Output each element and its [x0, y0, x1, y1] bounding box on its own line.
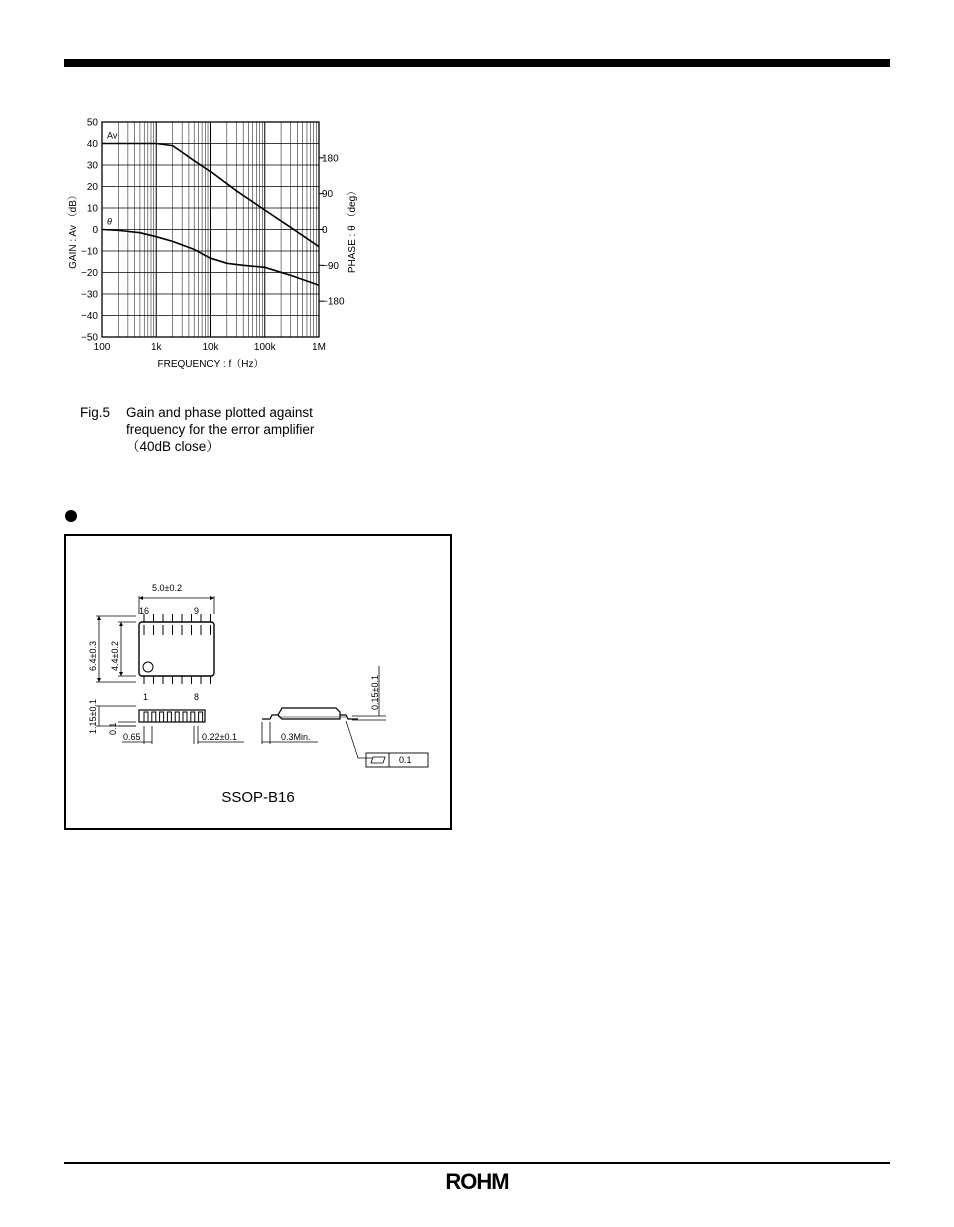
caption-line-2: frequency for the error amplifier [126, 422, 315, 437]
pin1-marker [143, 662, 153, 672]
y-tick-label: −20 [81, 268, 98, 279]
series-label: Av [107, 130, 118, 141]
y-axis-label: GAIN : Av （dB） [68, 190, 79, 269]
y2-tick-label: 180 [322, 153, 339, 165]
y-tick-label: −40 [81, 311, 98, 322]
dim-flatness: 0.1 [399, 755, 412, 765]
dim-lead-min: 0.3Min. [281, 732, 311, 742]
dim-thickness: 1.15±0.1 [88, 699, 98, 734]
package-drawing [66, 536, 450, 828]
y-tick-label: −50 [81, 332, 98, 344]
package-end-view [278, 708, 340, 719]
header-rule [64, 59, 890, 67]
y-tick-label: 20 [86, 182, 98, 193]
package-name: SSOP-B16 [221, 789, 295, 806]
flatness-tolerance-box [366, 753, 428, 767]
x-tick-label: 10k [202, 342, 219, 353]
rohm-logo-text: ROHM [445, 1170, 509, 1192]
side-lead [160, 712, 164, 722]
flatness-icon [371, 757, 385, 763]
y-tick-label: −10 [81, 246, 98, 258]
series-label: θ [107, 216, 112, 227]
y-tick-label: 40 [86, 139, 98, 150]
y2-axis-label: PHASE : θ （deg） [347, 185, 358, 274]
side-lead [152, 712, 156, 722]
pin-label-9: 9 [194, 606, 200, 616]
x-tick-label: 1M [312, 342, 326, 353]
rohm-logo [430, 1170, 524, 1192]
side-lead [144, 712, 148, 722]
y2-tick-label: 90 [322, 189, 334, 201]
footer-rule [64, 1162, 890, 1164]
dim-height: 6.4±0.3 [88, 641, 98, 671]
y2-tick-label: −180 [322, 296, 345, 308]
y2-tick-label: −90 [322, 260, 339, 272]
pin-label-8: 8 [194, 692, 200, 702]
x-axis-label: FREQUENCY : f（Hz） [157, 359, 264, 370]
dim-lead-width: 0.22±0.1 [202, 732, 237, 742]
x-tick-label: 100 [93, 342, 111, 353]
side-lead [183, 712, 187, 722]
x-tick-label: 1k [150, 342, 162, 353]
y-tick-label: 0 [92, 225, 98, 236]
y2-tick-label: 0 [322, 225, 328, 236]
caption-line-1: Gain and phase plotted against [126, 405, 313, 420]
side-lead [175, 712, 179, 722]
y-tick-label: 30 [86, 160, 98, 172]
figure-number: Fig.5 [80, 405, 111, 420]
dim-pitch: 0.65 [123, 732, 141, 742]
dim-standoff: 0.1 [108, 722, 118, 735]
y-tick-label: −30 [81, 289, 98, 301]
dim-width: 5.0±0.2 [152, 583, 182, 593]
y-tick-label: 50 [86, 117, 98, 129]
x-tick-label: 100k [253, 342, 276, 353]
pin-label-16: 16 [139, 606, 150, 616]
side-lead [199, 712, 203, 722]
dim-lead-thickness: 0.15±0.1 [370, 675, 380, 710]
y-tick-label: 10 [86, 203, 98, 215]
dim-body: 4.4±0.2 [110, 641, 120, 671]
side-lead [167, 712, 171, 722]
caption-line-3: （40dB close） [126, 439, 220, 454]
package-top-view [139, 622, 214, 676]
section-bullet [65, 510, 77, 522]
side-lead [191, 712, 195, 722]
package-drawing-box [64, 534, 452, 830]
gain-phase-chart [60, 110, 380, 380]
pin-label-1: 1 [143, 692, 149, 702]
